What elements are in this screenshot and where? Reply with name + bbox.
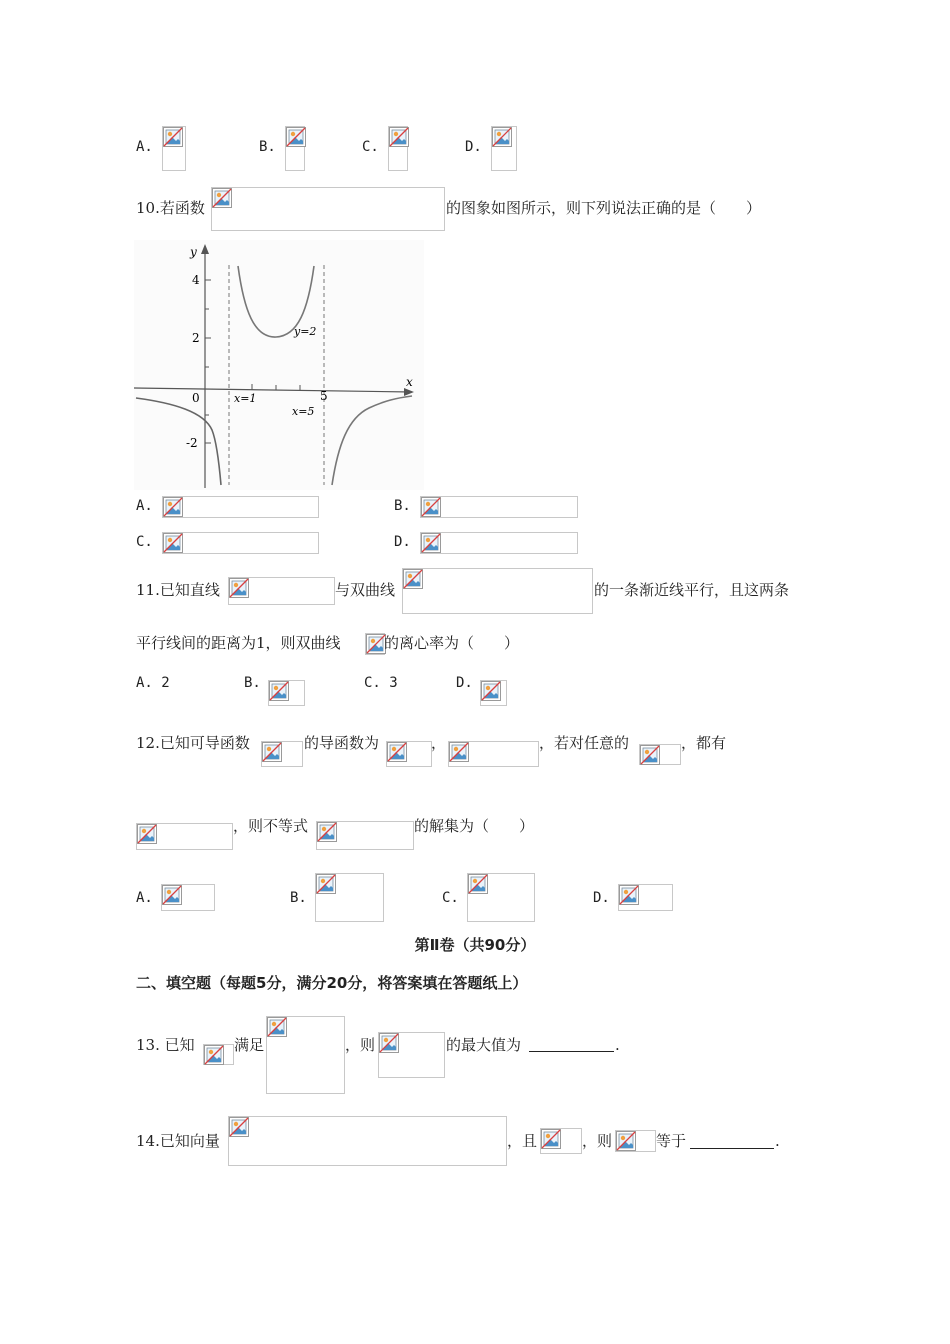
broken-image-icon xyxy=(163,127,183,147)
q12-line2-suffix: 的解集为（ ） xyxy=(414,817,535,835)
q14-mid2: ，则 xyxy=(582,1132,613,1150)
broken-image-icon xyxy=(449,742,469,762)
q12-prefix: 12.已知可导函数 xyxy=(136,734,250,752)
broken-image-icon xyxy=(468,874,488,894)
q14-expression-image xyxy=(615,1130,656,1152)
broken-image-icon xyxy=(262,742,282,762)
y-tick-4: 4 xyxy=(192,273,200,287)
q10-option-c-formula-image xyxy=(162,532,319,554)
part2-title: 第Ⅱ卷（共90分） xyxy=(414,936,536,954)
q12-inequality-image xyxy=(316,821,414,850)
broken-image-icon xyxy=(379,1033,399,1053)
q9-option-d-formula-image xyxy=(491,126,517,171)
asymptote-x1-label: x=1 xyxy=(234,392,257,405)
q10-option-b-label[interactable]: B. xyxy=(394,498,411,514)
q10-option-a-formula-image xyxy=(162,496,319,518)
q9-option-d-label[interactable]: D. xyxy=(465,139,482,155)
q12-suffix: ，都有 xyxy=(681,734,727,752)
broken-image-icon xyxy=(286,127,306,147)
q14-mid1: ，且 xyxy=(507,1132,538,1150)
broken-image-icon xyxy=(366,634,386,654)
q12-option-a-label[interactable]: A. xyxy=(136,890,153,906)
q13-end: . xyxy=(615,1036,620,1054)
broken-image-icon xyxy=(389,127,409,147)
broken-image-icon xyxy=(387,742,407,762)
q12-condition-image xyxy=(448,741,539,767)
broken-image-icon xyxy=(403,569,423,589)
q13-objective-image xyxy=(378,1032,445,1078)
x-tick-5: 5 xyxy=(320,389,328,403)
broken-image-icon xyxy=(163,533,183,553)
q12-comma: ， xyxy=(431,734,447,752)
q10-option-c-label[interactable]: C. xyxy=(136,534,153,550)
q13-mid2: ，则 xyxy=(345,1036,376,1054)
q9-option-c-formula-image xyxy=(388,126,408,171)
q12-option-d-label[interactable]: D. xyxy=(593,890,610,906)
broken-image-icon xyxy=(162,885,182,905)
broken-image-icon xyxy=(269,681,289,701)
q10-option-d-label[interactable]: D. xyxy=(394,534,411,550)
y-tick-2: 2 xyxy=(192,331,200,345)
y-axis-label: y xyxy=(190,245,197,259)
q9-option-b-label[interactable]: B. xyxy=(259,139,276,155)
q12-option-c-label[interactable]: C. xyxy=(442,890,459,906)
q12-option-a-formula-image xyxy=(161,884,215,911)
q9-option-a-formula-image xyxy=(162,126,186,171)
q14-condition-image xyxy=(540,1128,582,1154)
asymptote-x5-label: x=5 xyxy=(292,405,315,418)
broken-image-icon xyxy=(137,824,157,844)
origin-label: 0 xyxy=(192,391,200,405)
q12-function-image xyxy=(261,741,303,767)
broken-image-icon xyxy=(229,578,249,598)
q14-suffix: 等于 xyxy=(656,1132,687,1150)
q12-mid1: 的导函数为 xyxy=(304,734,380,752)
q11-line2-prefix: 平行线间的距离为1，则双曲线 xyxy=(136,634,341,652)
q11-option-b-label[interactable]: B. xyxy=(244,675,261,691)
broken-image-icon xyxy=(229,1117,249,1137)
q11-option-d-label[interactable]: D. xyxy=(456,675,473,691)
q12-option-d-formula-image xyxy=(618,884,673,911)
broken-image-icon xyxy=(267,1017,287,1037)
q11-option-b-formula-image xyxy=(268,680,305,706)
broken-image-icon xyxy=(317,822,337,842)
q12-domain-image xyxy=(639,744,681,765)
q14-vectors-image xyxy=(228,1116,507,1166)
q10-function-graph xyxy=(134,240,424,490)
minimum-y2-label: y=2 xyxy=(294,325,317,338)
q10-option-b-formula-image xyxy=(420,496,578,518)
q13-suffix: 的最大值为 xyxy=(446,1036,522,1054)
q10-question-text: 的图象如图所示，则下列说法正确的是（ ） xyxy=(446,199,762,217)
q10-prefix: 10.若函数 xyxy=(136,199,205,217)
q12-option-c-formula-image xyxy=(467,873,535,922)
broken-image-icon xyxy=(212,188,232,208)
q13-answer-blank[interactable] xyxy=(529,1051,614,1052)
q10-function-image xyxy=(211,187,445,231)
broken-image-icon xyxy=(619,885,639,905)
q11-line2-suffix: 的离心率为（ ） xyxy=(384,634,520,652)
q13-prefix: 13. 已知 xyxy=(136,1036,195,1054)
broken-image-icon xyxy=(421,497,441,517)
q10-option-d-formula-image xyxy=(420,532,578,554)
x-axis-label: x xyxy=(406,375,413,389)
q12-derivative-image xyxy=(386,741,432,767)
broken-image-icon xyxy=(640,745,660,765)
q13-variables-image xyxy=(203,1044,234,1065)
q9-option-c-label[interactable]: C. xyxy=(362,139,379,155)
q12-option-b-formula-image xyxy=(315,873,384,922)
y-tick-neg2: -2 xyxy=(186,436,198,450)
broken-image-icon xyxy=(541,1129,561,1149)
broken-image-icon xyxy=(492,127,512,147)
broken-image-icon xyxy=(316,874,336,894)
q11-hyperbola-symbol-image xyxy=(365,633,385,655)
q12-option-b-label[interactable]: B. xyxy=(290,890,307,906)
q13-constraints-image xyxy=(266,1016,345,1094)
q12-mid2: ，若对任意的 xyxy=(539,734,630,752)
q11-option-c[interactable]: C. 3 xyxy=(364,675,398,691)
q9-option-b-formula-image xyxy=(285,126,305,171)
q11-mid-text: 与双曲线 xyxy=(335,581,396,599)
q11-option-d-formula-image xyxy=(480,680,507,706)
broken-image-icon xyxy=(616,1131,636,1151)
broken-image-icon xyxy=(204,1045,224,1065)
q11-line-equation-image xyxy=(228,577,335,605)
q12-line2-mid: ，则不等式 xyxy=(233,817,309,835)
q11-prefix: 11.已知直线 xyxy=(136,581,220,599)
q14-end: . xyxy=(775,1132,780,1150)
section-fill-in-title: 二、填空题（每题5分，满分20分，将答案填在答题纸上） xyxy=(136,974,528,992)
q10-option-a-label[interactable]: A. xyxy=(136,498,153,514)
q14-prefix: 14.已知向量 xyxy=(136,1132,220,1150)
q12-inequality-condition-image xyxy=(136,823,233,850)
q9-option-a-label[interactable]: A. xyxy=(136,139,153,155)
broken-image-icon xyxy=(421,533,441,553)
q11-option-a[interactable]: A. 2 xyxy=(136,675,170,691)
q13-mid1: 满足 xyxy=(234,1036,265,1054)
q11-line1-suffix: 的一条渐近线平行，且这两条 xyxy=(594,581,790,599)
q11-hyperbola-equation-image xyxy=(402,568,593,614)
broken-image-icon xyxy=(163,497,183,517)
broken-image-icon xyxy=(481,681,501,701)
q14-answer-blank[interactable] xyxy=(690,1148,774,1149)
